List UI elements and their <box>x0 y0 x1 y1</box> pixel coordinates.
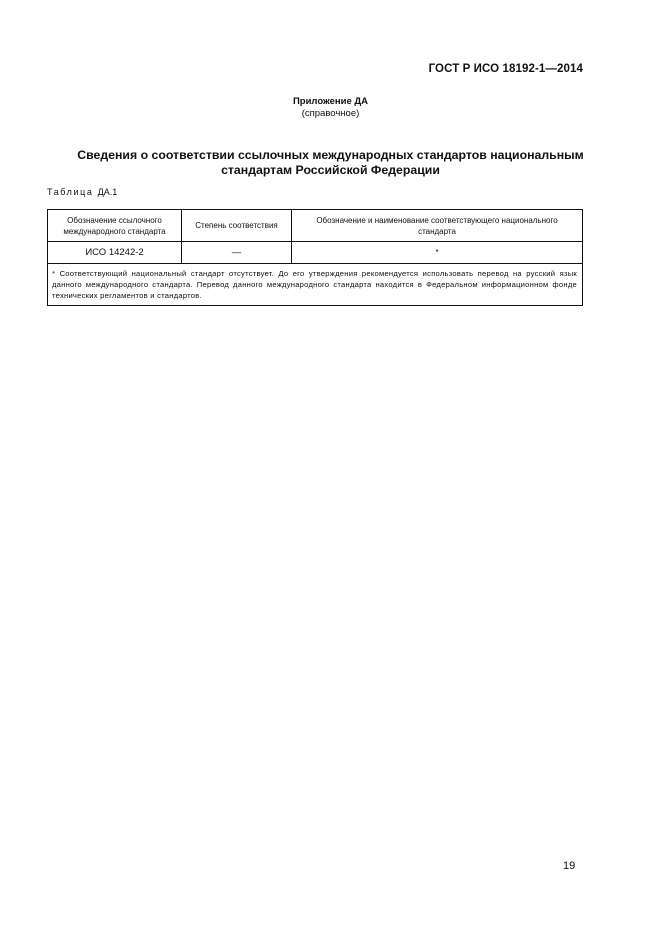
table-footnote: * Соответствующий национальный стандарт отсутствует. До его утверждения рекомендуется использовать перевод на русский язык данного международного стандарта. Перевод данного международного стандарта находится в Федеральном информационном фонде технических регламентов и стандартов. <box>48 264 583 306</box>
cell-degree-of-conformity: — <box>182 242 292 264</box>
section-title <box>40 148 621 178</box>
table-number: ДА.1 <box>97 187 118 197</box>
standards-table <box>47 209 583 306</box>
column-header-degree-of-conformity: Степень соответствия <box>182 210 292 242</box>
table-label <box>47 187 117 197</box>
column-header-international-standard: Обозначение ссылочного международного стандарта <box>48 210 182 242</box>
cell-international-standard: ИСО 14242-2 <box>48 242 182 264</box>
column-header-national-standard: Обозначение и наименование соответствующего национального стандарта <box>292 210 583 242</box>
section-title-line-1: Сведения о соответствии ссылочных международных стандартов национальным <box>77 148 584 162</box>
appendix-title: Приложение ДА <box>292 96 369 107</box>
appendix-subtitle: (справочное) <box>301 108 360 119</box>
table-row <box>48 242 583 264</box>
document-code: ГОСТ Р ИСО 18192-1—2014 <box>428 63 583 75</box>
table-label-word: Таблица <box>47 187 94 197</box>
section-title-line-2: стандартам Российской Федерации <box>221 163 440 177</box>
table-footnote-row <box>48 264 583 306</box>
page-number: 19 <box>563 860 576 872</box>
cell-national-standard: * <box>292 242 583 264</box>
table-header-row <box>48 210 583 242</box>
